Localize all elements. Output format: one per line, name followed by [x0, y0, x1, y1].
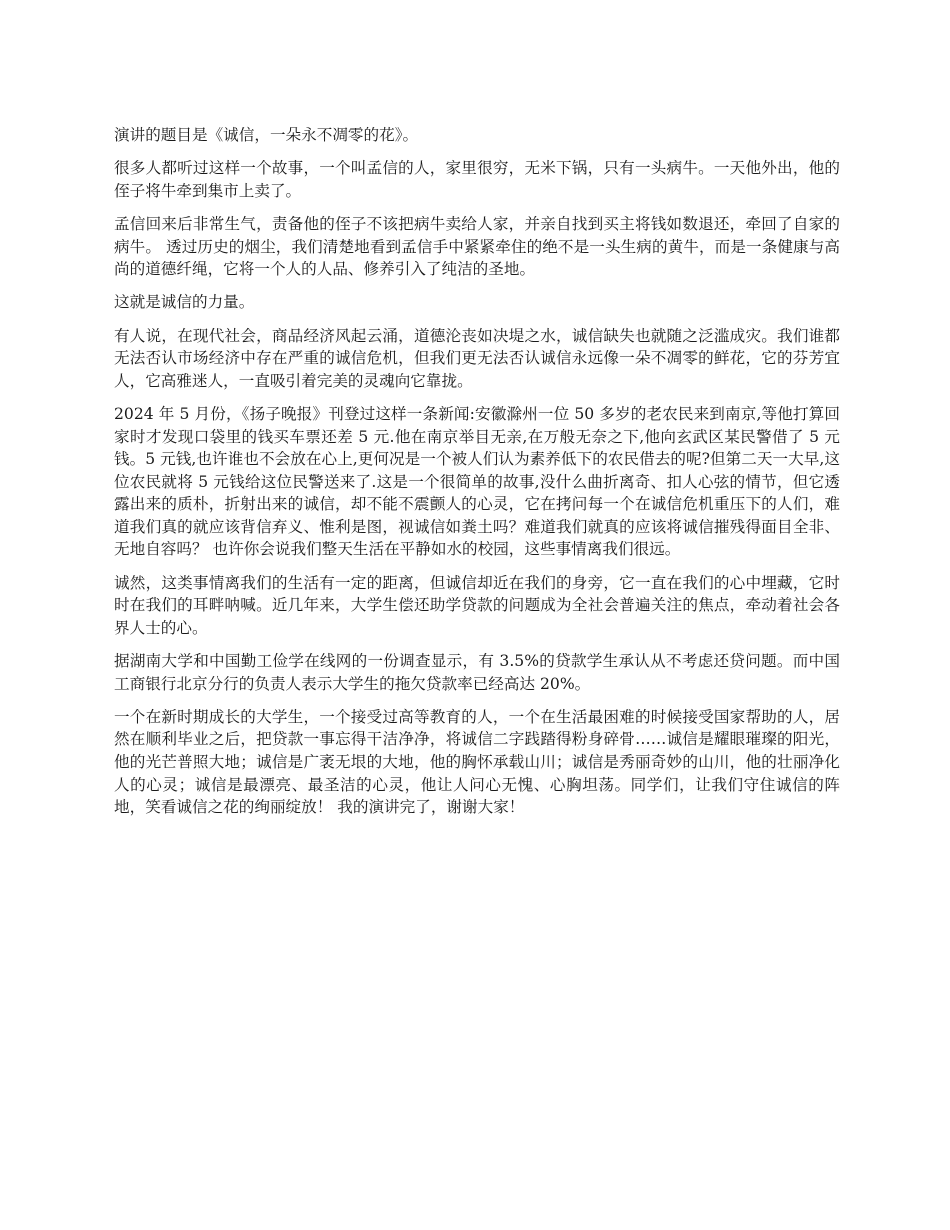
paragraph: 据湖南大学和中国勤工俭学在线网的一份调查显示，有 3.5%的贷款学生承认从不考虑还贷问题。而中国工商银行北京分行的负责人表示大学生的拖欠贷款率已经高达 20%。	[114, 652, 840, 693]
paragraph: 很多人都听过这样一个故事，一个叫孟信的人，家里很穷，无米下锅，只有一头病牛。一天他外出，他的侄子将牛牵到集市上卖了。	[114, 159, 840, 200]
paragraph: 诚然，这类事情离我们的生活有一定的距离，但诚信却近在我们的身旁，它一直在我们的心中埋藏，它时时在我们的耳畔呐喊。近几年来，大学生偿还助学贷款的问题成为全社会普遍关注的焦点，牵动着社会各界人士的心。	[114, 573, 840, 637]
paragraph-title: 演讲的题目是《诚信，一朵永不凋零的花》。	[114, 126, 419, 144]
paragraph: 孟信回来后非常生气，责备他的侄子不该把病牛卖给人家，并亲自找到买主将钱如数退还，牵回了自家的病牛。 透过历史的烟尘，我们清楚地看到孟信手中紧紧牵住的绝不是一头生病的黄牛，而是一条健康与高尚的道德纤绳，它将一个人的人品、修养引入了纯洁的圣地。	[114, 214, 840, 279]
paragraph: 有人说，在现代社会，商品经济风起云涌，道德沦丧如决堤之水，诚信缺失也就随之泛滥成灾。我们谁都无法否认市场经济中存在严重的诚信危机，但我们更无法否认诚信永远像一朵不凋零的鲜花，它的芬芳宜人，它高雅迷人，一直吸引着完美的灵魂向它靠拢。	[114, 326, 840, 390]
document-body	[114, 124, 840, 829]
paragraph: 这就是诚信的力量。	[114, 293, 255, 312]
paragraph: 一个在新时期成长的大学生，一个接受过高等教育的人，一个在生活最困难的时候接受国家帮助的人，居然在顺利毕业之后，把贷款一事忘得干洁净净，将诚信二字践踏得粉身碎骨……诚信是耀眼璀璨的阳光，他的光芒普照大地；诚信是广袤无垠的大地，他的胸怀承载山川；诚信是秀丽奇妙的山川，他的壮丽净化人的心灵；诚信是最漂亮、最圣洁的心灵，他让人问心无愧、心胸坦荡。同学们，让我们守住诚信的阵地，笑看诚信之花的绚丽绽放！ 我的演讲完了，谢谢大家！	[114, 707, 840, 817]
paragraph: 2024 年 5 月份，《扬子晚报》刊登过这样一条新闻:安徽滁州一位 50 多岁的老农民来到南京,等他打算回家时才发现口袋里的钱买车票还差 5 元.他在南京举目无亲,在万般无奈之下,他向玄武区某民警借了 5 元钱。5 元钱,也许谁也不会放在心上,更何况是一个被人们认为素养低下的农民借去的呢?但第二天一大早,这位农民就将 5 元钱给这位民警送来了.这是一个很简单的故事,没什么曲折离奇、扣人心弦的情节，但它透露出来的质朴，折射出来的诚信，却不能不震颤人的心灵，它在拷问每一个在诚信危机重压下的人们，难道我们真的就应该背信弃义、惟利是图，视诚信如粪土吗？难道我们就真的应该将诚信摧残得面目全非、无地自容吗？ 也许你会说我们整天生活在平静如水的校园，这些事情离我们很远。	[114, 404, 841, 559]
